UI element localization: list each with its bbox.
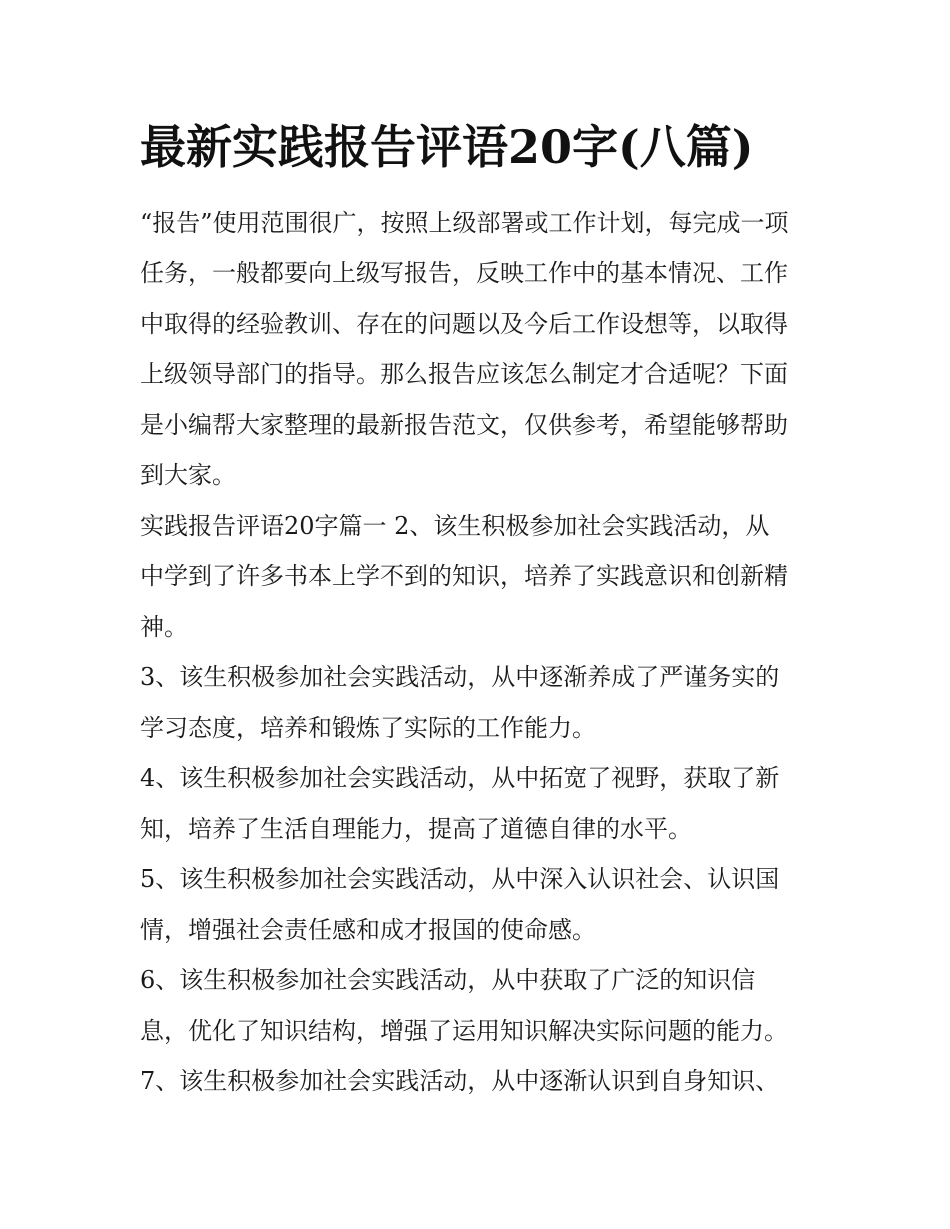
text-line: 知，培养了生活自理能力，提高了道德自律的水平。 [140,815,692,843]
text-line: 学习态度，培养和锻炼了实际的工作能力。 [140,714,596,742]
document-title: 最新实践报告评语20字(八篇) [140,120,754,174]
text-line: 3、该生积极参加社会实践活动，从中逐渐养成了严谨务实的 [140,663,780,691]
text-line: 6、该生积极参加社会实践活动，从中获取了广泛的知识信 [140,966,756,994]
text-line: 7、该生积极参加社会实践活动，从中逐渐认识到自身知识、 [140,1067,780,1095]
text-line: 5、该生积极参加社会实践活动，从中深入认识社会、认识国 [140,865,780,893]
text-line: “报告”使用范围很广，按照上级部署或工作计划，每完成一项 [140,209,789,237]
text-line: 是小编帮大家整理的最新报告范文，仅供参考，希望能够帮助 [140,411,788,439]
text-line: 息，优化了知识结构，增强了运用知识解决实际问题的能力。 [140,1017,788,1045]
text-line: 神。 [140,613,188,641]
text-line: 中学到了许多书本上学不到的知识，培养了实践意识和创新精 [140,562,788,590]
text-line: 到大家。 [140,461,236,489]
text-line: 上级领导部门的指导。那么报告应该怎么制定才合适呢？下面 [140,360,788,388]
text-line: 任务，一般都要向上级写报告，反映工作中的基本情况、工作 [140,259,788,287]
text-line: 情，增强社会责任感和成才报国的使命感。 [140,916,596,944]
text-line: 中取得的经验教训、存在的问题以及今后工作设想等，以取得 [140,310,788,338]
text-line: 4、该生积极参加社会实践活动，从中拓宽了视野，获取了新 [140,764,780,792]
text-line: 实践报告评语20字篇一 2、该生积极参加社会实践活动，从 [140,512,770,540]
